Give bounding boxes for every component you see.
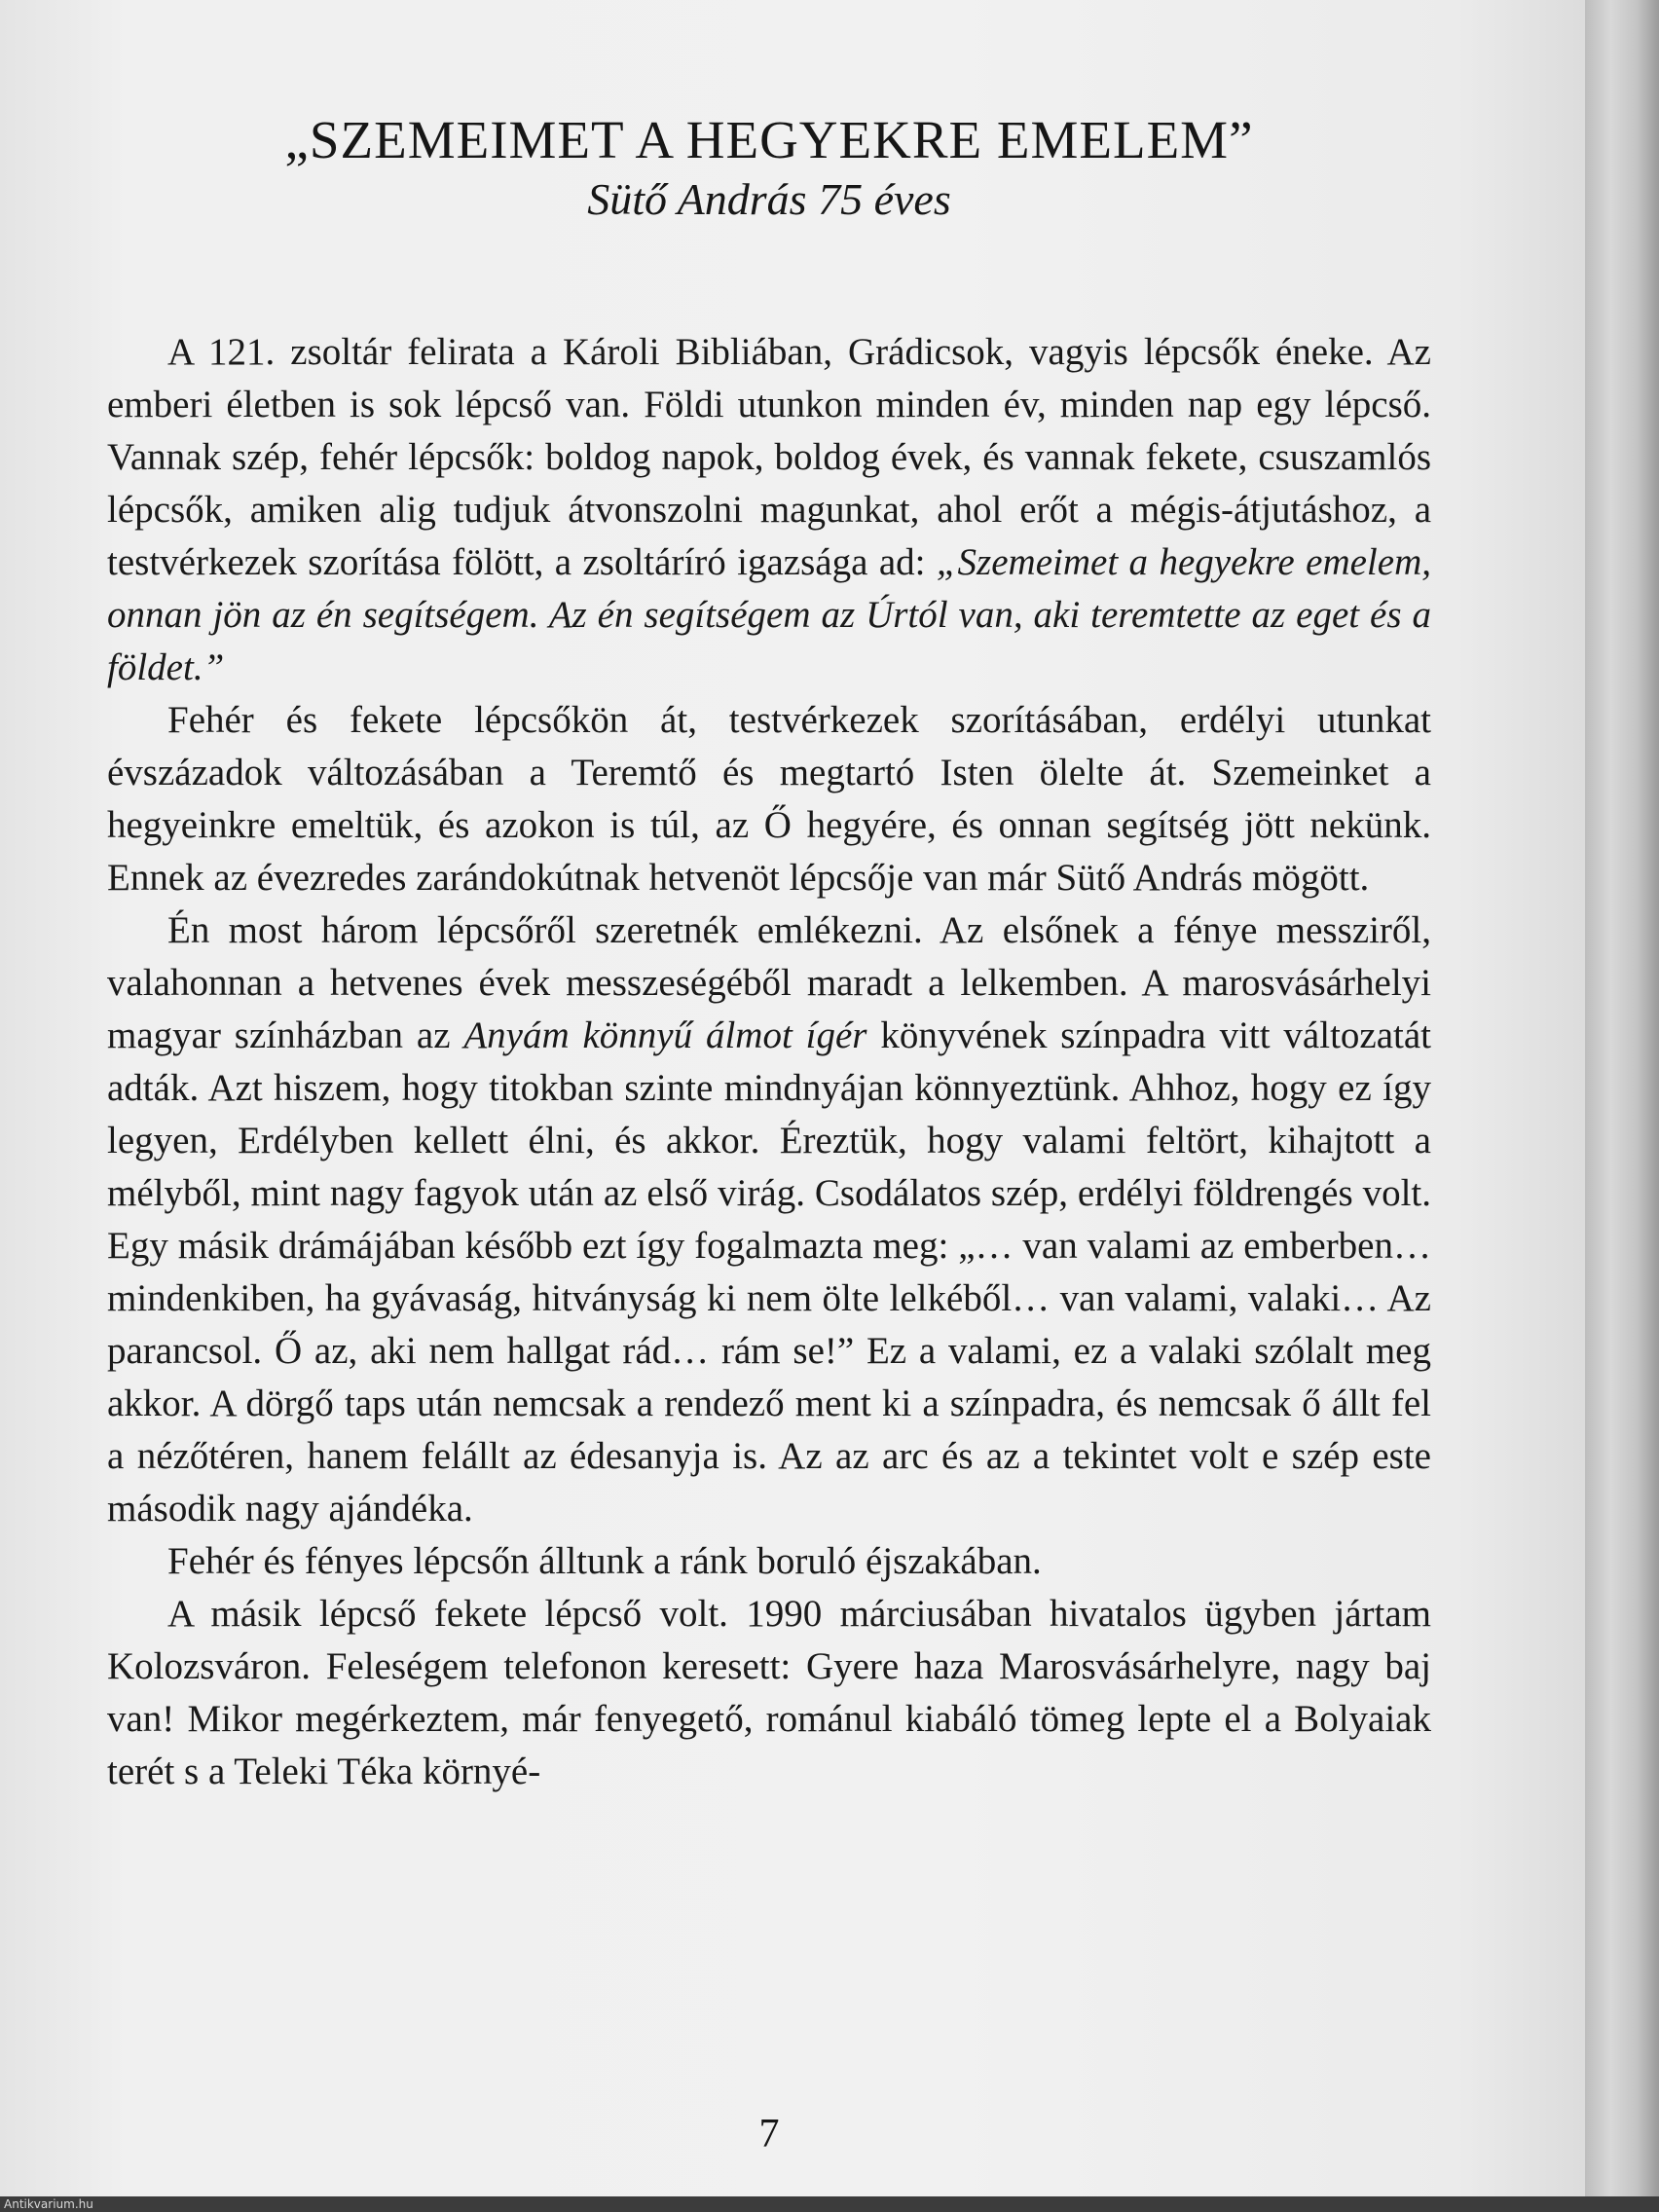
book-title: Anyám könnyű álmot ígér bbox=[463, 1014, 867, 1056]
page-number: 7 bbox=[758, 2112, 780, 2157]
watermark: Antikvarium.hu bbox=[4, 2197, 93, 2211]
paragraph-3-text-a: Én most három lépcsőről szeretnék emlékezni. Az elsőnek a fénye messziről, valahonnan a hetvenes évek messzeségéből maradt a lelkemben. A marosvásárhelyi magyar színházban az bbox=[107, 909, 1431, 1056]
paragraph-3-text-b: könyvének színpadra vitt változatát adták. Azt hiszem, hogy titokban szinte mindnyájan könnyeztünk. Ahhoz, hogy ez így legyen, Erdélyben kellett élni, és akkor. Éreztük, hogy valami feltört, kihajtott a mélyből, mint nagy fagyok után az első virág. Csodálatos szép, erdélyi földrengés volt. Egy másik drámájában később ezt így fogalmazta meg: „… van valami az emberben… mindenkiben, ha gyávaság, hitványság ki nem ölte lelkéből… van valami, valaki… Az parancsol. Ő az, aki nem hallgat rád… rám se!” Ez a valami, ez a valaki szólalt meg akkor. A dörgő taps után nemcsak a rendező ment ki a színpadra, és nemcsak ő állt fel a nézőtéren, hanem felállt az édesanyja is. Az az arc és az a tekintet volt e szép este második nagy ajándéka. bbox=[107, 1014, 1432, 1530]
paragraph-4: Fehér és fényes lépcsőn álltunk a ránk boruló éjszakában. bbox=[167, 1540, 1042, 1582]
paragraph-2: Fehér és fekete lépcsőkön át, testvérkezek szorításában, erdélyi utunkat évszázadok változásában a Teremtő és megtartó Isten ölelte át. Szemeinket a hegyeinkre emeltük, és azokon is túl, az Ő hegyére, és onnan segítség jött nekünk. Ennek az évezredes zarándokútnak hetvenöt lépcsője van már Sütő András mögött. bbox=[107, 699, 1431, 899]
paragraph-5: A másik lépcső fekete lépcső volt. 1990 márciusában hivatalos ügyben jártam Kolozsváron. Feleségem telefonon keresett: Gyere haza Marosvásárhelyre, nagy baj van! Mikor megérkeztem, már fenyegető, románul kiabáló tömeg lepte el a Bolyaiak terét s a Teleki Téka környé- bbox=[107, 1593, 1431, 1792]
page-edge bbox=[1585, 0, 1659, 2212]
psalm-quote: „Szemeimet a hegyekre emelem, onnan jön az én segítségem. Az én segítségem az Úrtól van, aki teremtette az eget és a földet.” bbox=[107, 541, 1431, 688]
paragraph-3 bbox=[107, 904, 1431, 1535]
bottom-border bbox=[0, 2196, 1659, 2212]
paragraph-1 bbox=[107, 326, 1431, 694]
page-subtitle: Sütő András 75 éves bbox=[587, 174, 951, 224]
page-title: „SZEMEIMET A HEGYEKRE EMELEM” bbox=[284, 110, 1254, 169]
paragraph-1-text: A 121. zsoltár felirata a Károli Bibliában, Grádicsok, vagyis lépcsők éneke. Az emberi életben is sok lépcső van. Földi utunkon minden év, minden nap egy lépcső. Vannak szép, fehér lépcsők: boldog napok, boldog évek, és vannak fekete, csuszamlós lépcsők, amiken alig tudjuk átvonszolni magunkat, ahol erőt a mégis-átjutáshoz, a testvérkezek szorítása fölött, a zsoltáríró igazsága ad: bbox=[107, 331, 1431, 583]
body-text bbox=[107, 326, 1431, 1798]
